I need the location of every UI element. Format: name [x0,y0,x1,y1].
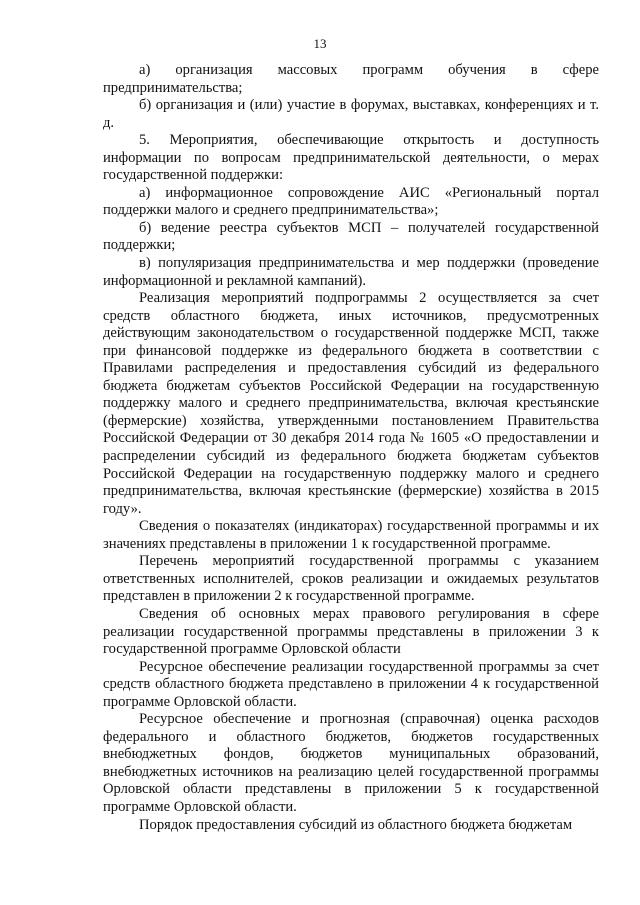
paragraph: Ресурсное обеспечение реализации государственной программы за счет средств областного бюджета представлено в приложении 4 к государственной программе Орловской области. [103,658,599,710]
paragraph: Реализация мероприятий подпрограммы 2 осуществляется за счет средств областного бюджета, иных источников, предусмотренных действующим законодательством о государственной поддержке МСП, также при финансовой поддержке из федерального бюджета в соответствии с Правилами распределения и предоставления субсидий из федерального бюджета бюджетам субъектов Российской Федерации на государственную поддержку малого и среднего предпринимательства, включая крестьянские (фермерские) хозяйства, утвержденными постановлением Правительства Российской Федерации от 30 декабря 2014 года № 1605 «О предоставлении и распределении субсидий из федерального бюджета бюджетам субъектов Российской Федерации на государственную поддержку малого и среднего предпринимательства, включая крестьянские (фермерские) хозяйства в 2015 году». [103,290,599,517]
paragraph: 5. Мероприятия, обеспечивающие открытость и доступность информации по вопросам предпринимательской деятельности, о мерах государственной поддержки: [103,132,599,184]
paragraph: Перечень мероприятий государственной программы с указанием ответственных исполнителей, сроков реализации и ожидаемых результатов представлен в приложении 2 к государственной программе. [103,553,599,605]
body-text [103,62,599,834]
paragraph: Порядок предоставления субсидий из областного бюджета бюджетам [139,816,573,833]
paragraph: а) информационное сопровождение АИС «Региональный портал поддержки малого и среднего предпринимательства»; [103,184,599,219]
paragraph: а) организация массовых программ обучения в сфере предпринимательства; [103,62,599,96]
paragraph: Сведения об основных мерах правового регулирования в сфере реализации государственной программы представлены в приложении 3 к государственной программе Орловской области [103,605,599,658]
paragraph: в) популяризация предпринимательства и мер поддержки (проведение информационной и рекламной кампаний). [103,255,599,289]
paragraph: б) организация и (или) участие в форумах, выставках, конференциях и т. д. [103,97,599,131]
page-number: 13 [313,36,327,51]
paragraph: Ресурсное обеспечение и прогнозная (справочная) оценка расходов федерального и областного бюджетов, бюджетов государственных внебюджетных фондов, бюджетов муниципальных образований, внебюджетных источников на реализацию целей государственной программы Орловской области представлены в приложении 5 к государственной программе Орловской области. [103,711,599,815]
paragraph: б) ведение реестра субъектов МСП – получателей государственной поддержки; [103,219,599,254]
paragraph: Сведения о показателях (индикаторах) государственной программы и их значениях представлены в приложении 1 к государственной программе. [103,518,599,552]
